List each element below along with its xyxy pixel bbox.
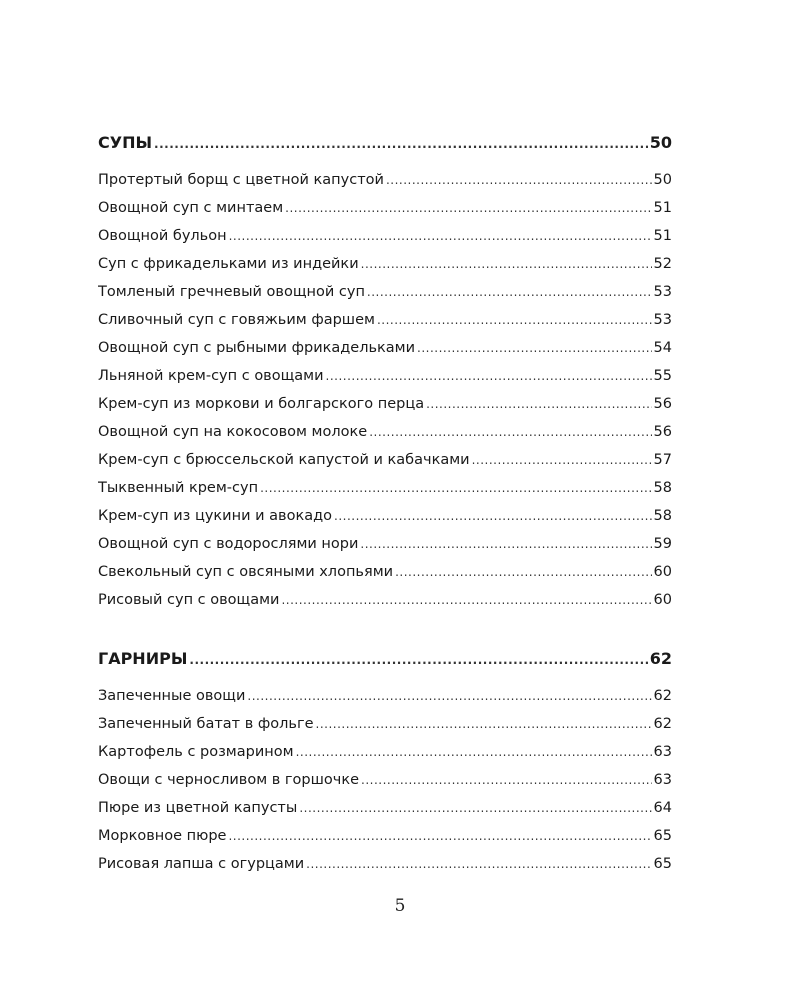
- toc-entry[interactable]: [98, 558, 672, 586]
- entry-title: Крем-суп из цукини и авокадо: [98, 508, 332, 524]
- section-page-number: 62: [649, 649, 672, 668]
- dot-leader: [426, 390, 651, 418]
- dot-leader: [369, 418, 651, 446]
- dot-leader: [334, 502, 652, 530]
- toc-entry[interactable]: [98, 250, 672, 278]
- section-title: СУПЫ: [98, 133, 153, 152]
- dot-leader: [377, 306, 652, 334]
- entry-title: Рисовый суп с овощами: [98, 592, 280, 608]
- dot-leader: [247, 682, 651, 710]
- dot-leader: [285, 194, 651, 222]
- dot-leader: [316, 710, 652, 738]
- toc-entry[interactable]: [98, 362, 672, 390]
- entry-page-number: 58: [653, 480, 672, 496]
- section-page-number: 50: [649, 133, 672, 152]
- entry-title: Пюре из цветной капусты: [98, 800, 298, 816]
- entry-page-number: 51: [653, 228, 672, 244]
- entry-title: Морковное пюре: [98, 828, 227, 844]
- toc-entry[interactable]: [98, 850, 672, 878]
- entry-title: Овощи с черносливом в горшочке: [98, 772, 360, 788]
- entry-title: Запеченный батат в фольге: [98, 716, 314, 732]
- toc-entry[interactable]: [98, 194, 672, 222]
- entry-page-number: 59: [653, 536, 672, 552]
- toc-entry[interactable]: [98, 530, 672, 558]
- entry-page-number: 60: [653, 564, 672, 580]
- dot-leader: [229, 222, 652, 250]
- table-of-contents: [98, 128, 672, 878]
- toc-entry[interactable]: [98, 278, 672, 306]
- toc-entry[interactable]: [98, 446, 672, 474]
- dot-leader: [189, 644, 647, 674]
- entry-title: Сливочный суп с говяжьим фаршем: [98, 312, 375, 328]
- entry-page-number: 51: [653, 200, 672, 216]
- dot-leader: [296, 738, 652, 766]
- entry-title: Крем-суп с брюссельской капустой и кабачками: [98, 452, 470, 468]
- section-heading[interactable]: [98, 128, 672, 158]
- entry-page-number: 63: [653, 772, 672, 788]
- entry-page-number: 55: [653, 368, 672, 384]
- entry-title: Картофель с розмарином: [98, 744, 294, 760]
- entry-title: Овощной суп на кокосовом молоке: [98, 424, 368, 440]
- section-heading[interactable]: [98, 644, 672, 674]
- dot-leader: [472, 446, 652, 474]
- dot-leader: [299, 794, 651, 822]
- entry-title: Томленый гречневый овощной суп: [98, 284, 365, 300]
- entry-title: Крем-суп из моркови и болгарского перца: [98, 396, 425, 412]
- entry-page-number: 56: [653, 424, 672, 440]
- entry-title: Овощной суп с водорослями нори: [98, 536, 359, 552]
- entry-page-number: 62: [653, 688, 672, 704]
- dot-leader: [386, 166, 652, 194]
- toc-entry[interactable]: [98, 166, 672, 194]
- toc-entry[interactable]: [98, 334, 672, 362]
- dot-leader: [326, 362, 652, 390]
- toc-entry[interactable]: [98, 738, 672, 766]
- entry-page-number: 54: [653, 340, 672, 356]
- section-spacer: [98, 614, 672, 644]
- entry-title: Овощной суп с минтаем: [98, 200, 284, 216]
- entry-title: Запеченные овощи: [98, 688, 246, 704]
- dot-leader: [260, 474, 651, 502]
- toc-entry[interactable]: [98, 586, 672, 614]
- dot-leader: [306, 850, 651, 878]
- dot-leader: [417, 334, 652, 362]
- toc-entry[interactable]: [98, 502, 672, 530]
- toc-entry[interactable]: [98, 822, 672, 850]
- entry-title: Тыквенный крем-суп: [98, 480, 259, 496]
- toc-entry[interactable]: [98, 306, 672, 334]
- toc-entry[interactable]: [98, 418, 672, 446]
- page-number: 5: [394, 896, 406, 916]
- entry-page-number: 53: [653, 284, 672, 300]
- toc-section-garnishes: [98, 644, 672, 878]
- entry-page-number: 60: [653, 592, 672, 608]
- entry-page-number: 64: [653, 800, 672, 816]
- dot-leader: [154, 128, 648, 158]
- toc-entry[interactable]: [98, 794, 672, 822]
- dot-leader: [361, 250, 652, 278]
- entry-page-number: 58: [653, 508, 672, 524]
- toc-entry[interactable]: [98, 766, 672, 794]
- dot-leader: [395, 558, 651, 586]
- toc-entry[interactable]: [98, 474, 672, 502]
- section-title: ГАРНИРЫ: [98, 649, 188, 668]
- entry-title: Овощной бульон: [98, 228, 227, 244]
- entry-title: Рисовая лапша с огурцами: [98, 856, 305, 872]
- entry-page-number: 52: [653, 256, 672, 272]
- dot-leader: [360, 530, 651, 558]
- entry-title: Льняной крем-суп с овощами: [98, 368, 324, 384]
- toc-entry[interactable]: [98, 682, 672, 710]
- toc-entry[interactable]: [98, 710, 672, 738]
- entry-page-number: 63: [653, 744, 672, 760]
- entry-page-number: 65: [653, 856, 672, 872]
- entry-page-number: 62: [653, 716, 672, 732]
- dot-leader: [228, 822, 651, 850]
- entry-page-number: 56: [653, 396, 672, 412]
- entry-title: Суп с фрикадельками из индейки: [98, 256, 359, 272]
- entry-page-number: 53: [653, 312, 672, 328]
- entry-page-number: 57: [653, 452, 672, 468]
- dot-leader: [361, 766, 652, 794]
- entry-page-number: 50: [653, 172, 672, 188]
- toc-entry[interactable]: [98, 222, 672, 250]
- entry-title: Протертый борщ с цветной капустой: [98, 172, 384, 188]
- dot-leader: [281, 586, 651, 614]
- entry-page-number: 65: [653, 828, 672, 844]
- dot-leader: [367, 278, 652, 306]
- toc-entry[interactable]: [98, 390, 672, 418]
- toc-section-soups: [98, 128, 672, 614]
- entry-title: Овощной суп с рыбными фрикадельками: [98, 340, 416, 356]
- entry-title: Свекольный суп с овсяными хлопьями: [98, 564, 394, 580]
